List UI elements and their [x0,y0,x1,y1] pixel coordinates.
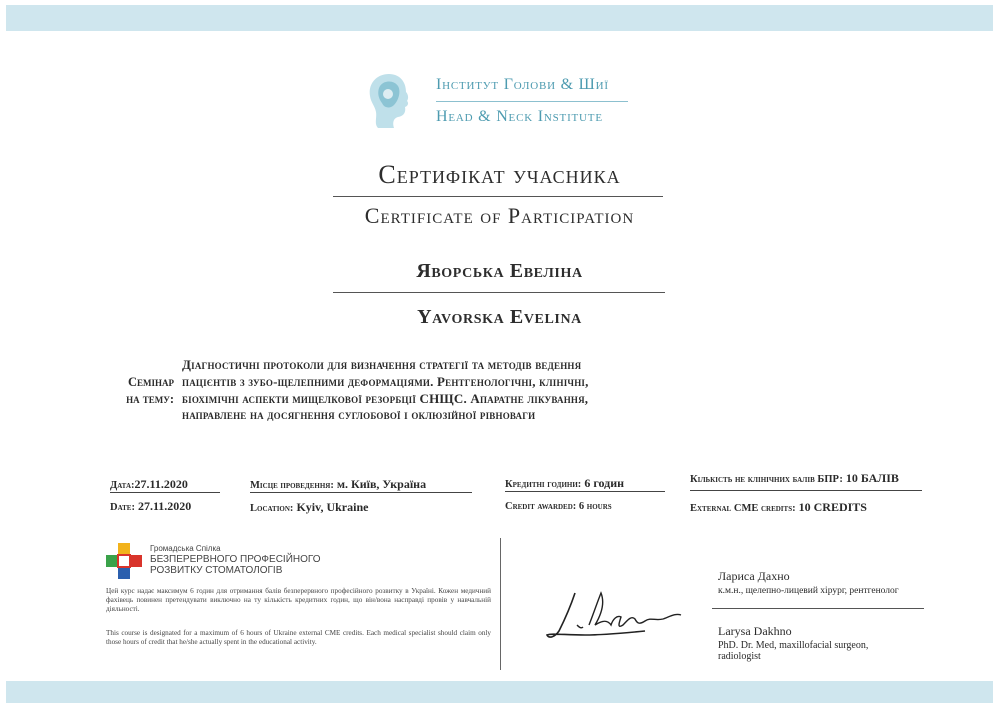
signatory-title-ua: к.м.н., щелепно-лицевий хірург, рентгенолог [718,586,899,596]
credits-en-text: Credit awarded: 6 hours [505,501,612,512]
place-ua [250,477,426,492]
date-en-label: Date: [110,502,135,513]
place-en-label: Location: [250,503,294,514]
institute-name-ua: Інститут Голови & Шиї [436,76,609,93]
date-ua [110,477,188,492]
signatory-name-ua: Лариса Дахно [718,569,790,583]
seminar-topic-line: направлене на досягнення суглобової і оклюзійної рівноваги [182,407,536,423]
place-divider [250,492,472,493]
participant-name-ua: Яворська Евеліна [416,260,583,282]
name-divider [333,292,665,293]
cme-note-en: This course is designated for a maximum of 6 hours of Ukraine external CME credits. Each medical specialist should claim only those hours of credit that he/she actually spent in the educational activity. [106,629,491,646]
points-divider [690,490,922,491]
signature-rule [712,608,924,609]
certificate-title-ua: Сертифікат учасника [378,160,621,189]
certificate-title-en: Certificate of Participation [364,203,635,228]
organization-line2: РОЗВИТКУ СТОМАТОЛОГІВ [150,565,283,576]
credits-divider [505,491,665,492]
bottom-decorative-band [6,681,993,703]
seminar-topic-line: Діагностичні протоколи для визначення стратегії та методів ведення [182,357,582,372]
credits-ua [505,476,624,491]
seminar-topic-line: пацієнтів з зубо-щелепними деформаціями. Рентгенологічні, клінічні, [182,373,589,389]
cross-logo-icon [106,543,142,579]
points-ua-value: 10 БАЛІВ [845,471,899,485]
points-ua-label: Кількість не клінічних балів БПР: [690,474,843,485]
organization-line1: БЕЗПЕРЕРВНОГО ПРОФЕСІЙНОГО [150,554,321,565]
vertical-divider [500,538,501,670]
top-decorative-band [6,5,993,31]
signatory-title-en-line1: PhD. Dr. Med, maxillofacial surgeon, [718,640,869,651]
participant-name-en: Yavorska Evelina [417,306,582,328]
points-ua [690,471,899,486]
date-en [110,499,191,514]
credits-en [505,498,612,513]
seminar-label-line2: на тему: [126,392,174,406]
points-en [690,500,867,515]
signatory-title-en-line2: radiologist [718,651,761,662]
institute-name-en: Head & Neck Institute [436,108,603,125]
institute-divider [436,101,628,102]
place-ua-label: Місце проведення: [250,480,334,491]
organization-name [150,543,321,576]
organization-small: Громадська Спілка [150,544,221,553]
points-en-label: External CME credits: [690,503,796,514]
date-ua-label: Дата: [110,480,135,491]
signatory-name-en: Larysa Dakhno [718,624,792,638]
credits-ua-value: 6 годин [584,476,625,490]
signatory-title-en [718,640,923,662]
cme-note-ua: Цей курс надає максимум 6 годин для отримання балів безперервного професійного розвитку в Україні. Кожен медичний фахівець повинен претендувати виключно на ту кількість кредитних годин, що він/вона насправді провів у навчальній діяльності. [106,587,491,613]
date-divider [110,492,220,493]
seminar-label [114,374,174,408]
seminar-topic-line: біохімічні аспекти мищелкової резорбції СНЩС. Апаратне лікування, [182,390,589,406]
seminar-label-line1: Семінар [127,375,174,389]
place-en-value: Kyiv, Ukraine [296,500,369,514]
title-divider [333,196,663,197]
place-ua-value: м. Київ, Україна [336,477,427,491]
place-en [250,500,368,515]
seminar-topic [182,357,842,424]
date-ua-value: 27.11.2020 [134,477,188,491]
handwritten-signature [545,585,685,645]
credits-ua-label: Кредитні години: [505,479,582,490]
points-en-value: 10 CREDITS [798,500,867,514]
date-en-value: 27.11.2020 [137,499,192,513]
head-silhouette-logo [364,72,414,130]
